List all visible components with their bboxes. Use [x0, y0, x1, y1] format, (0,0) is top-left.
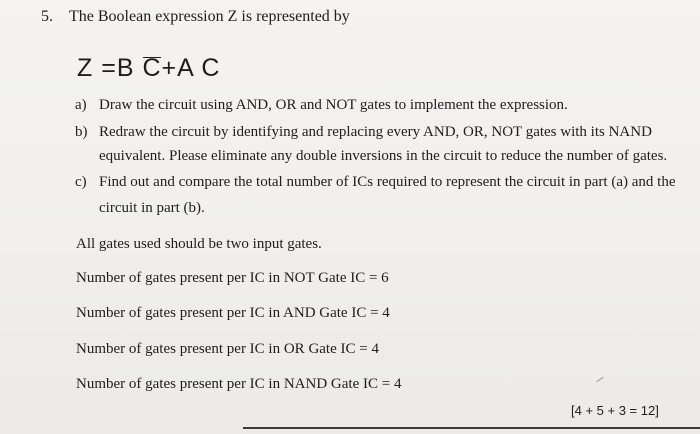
part-c-line-1: Find out and compare the total number of ICs required to represent the circuit in part (a) and the	[99, 174, 676, 190]
question-heading	[41, 8, 350, 26]
expression-equals: =	[101, 54, 117, 82]
part-c-label: c)	[75, 174, 87, 190]
note-two-input-gates: All gates used should be two input gates.	[76, 236, 322, 252]
part-b-label: b)	[75, 124, 88, 140]
part-b-line-2: equivalent. Please eliminate any double inversions in the circuit to reduce the number of gates.	[99, 148, 668, 164]
expression-lhs: Z	[77, 54, 94, 82]
part-a-line-1: Draw the circuit using AND, OR and NOT gates to implement the expression.	[99, 97, 568, 113]
question-number: 5.	[41, 8, 53, 25]
expression-term1-plain: B	[116, 54, 135, 82]
bottom-divider	[243, 427, 700, 429]
expression-term1-complement: C	[142, 54, 162, 82]
part-b-line-1: Redraw the circuit by identifying and replacing every AND, OR, NOT gates with its NAND	[99, 124, 652, 140]
question-intro: The Boolean expression Z is represented by	[69, 8, 350, 25]
expression-term2: A C	[177, 54, 221, 82]
boolean-expression	[77, 54, 220, 83]
note-or-gate-ic: Number of gates present per IC in OR Gate IC = 4	[76, 341, 379, 357]
part-c-line-2: circuit in part (b).	[99, 200, 205, 216]
note-nand-gate-ic: Number of gates present per IC in NAND Gate IC = 4	[76, 376, 402, 392]
expression-plus: +	[161, 54, 178, 82]
marks-allocation: [4 + 5 + 3 = 12]	[571, 403, 659, 418]
part-a-label: a)	[75, 97, 87, 113]
note-and-gate-ic: Number of gates present per IC in AND Gate IC = 4	[76, 305, 390, 321]
pen-mark	[596, 377, 603, 382]
note-not-gate-ic: Number of gates present per IC in NOT Gate IC = 6	[76, 270, 389, 286]
